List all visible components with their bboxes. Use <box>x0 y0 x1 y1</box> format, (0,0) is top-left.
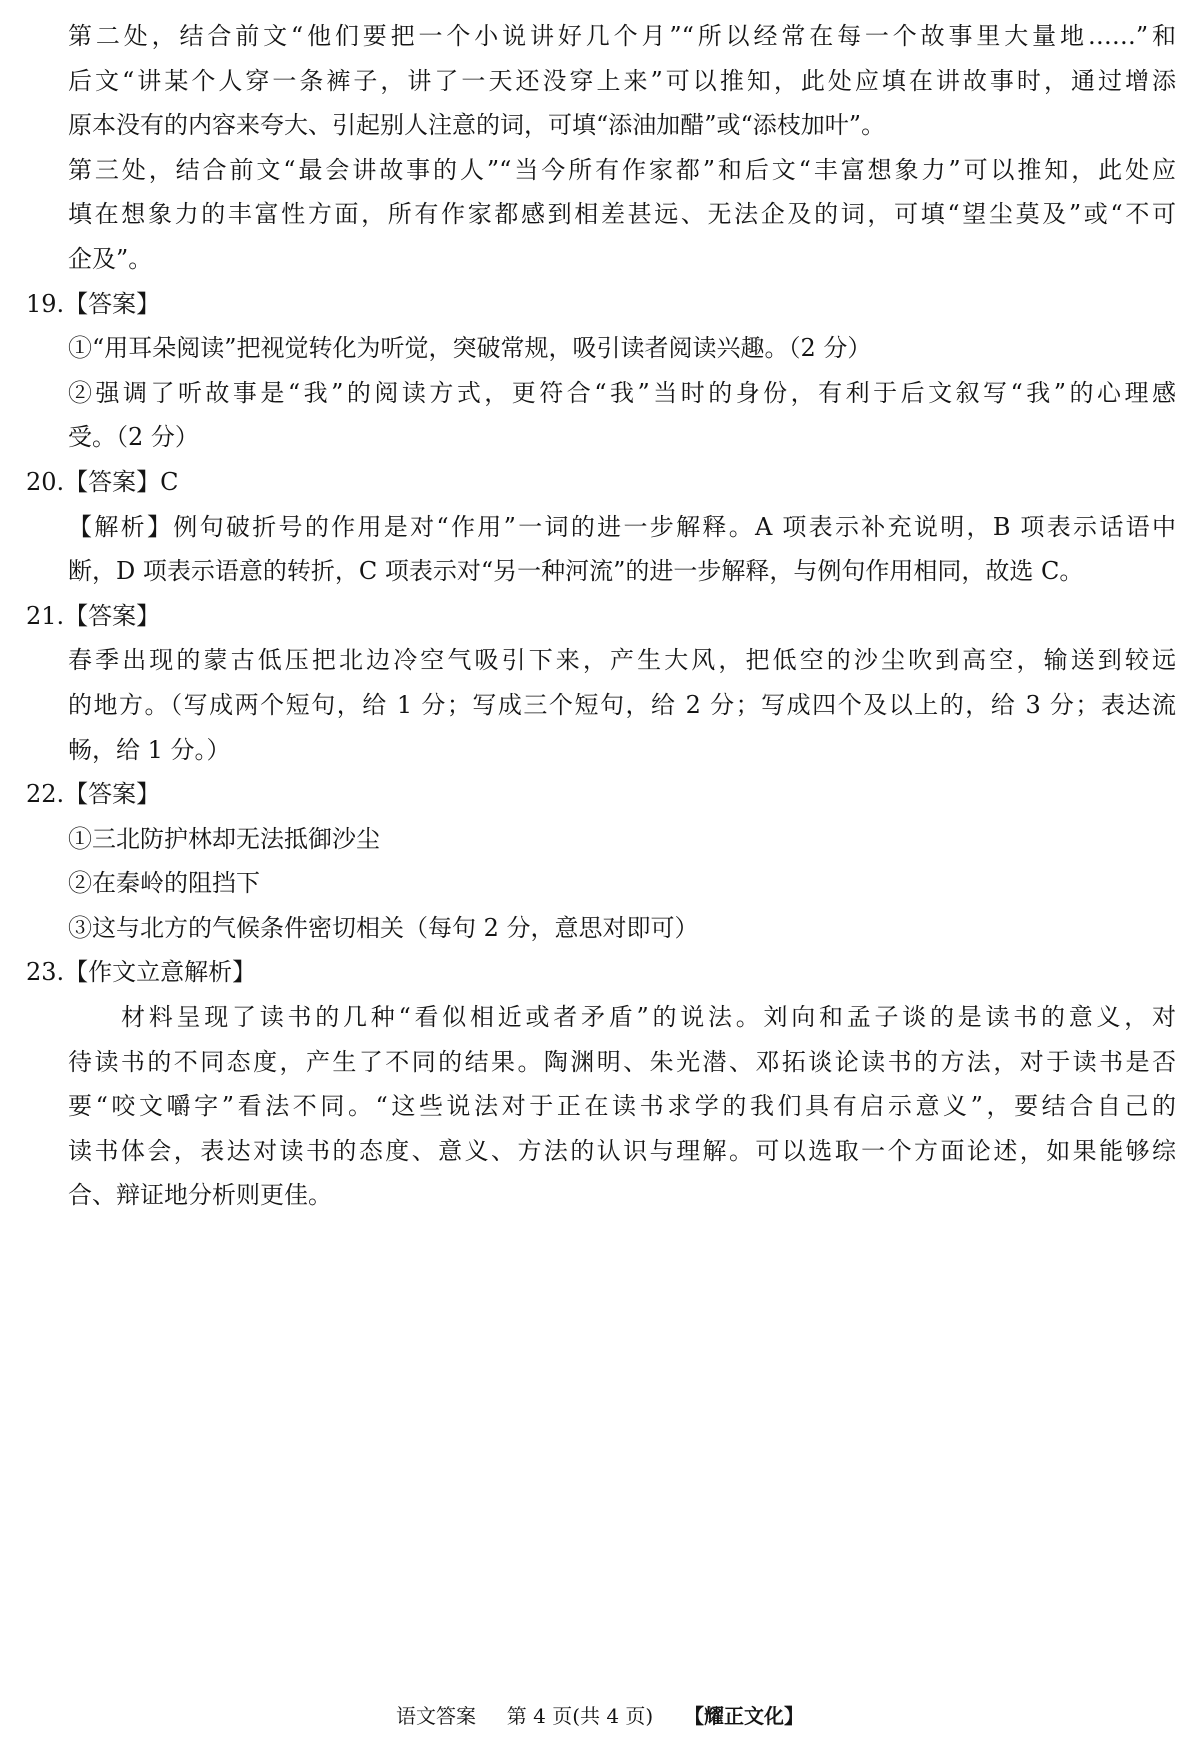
q19-item-2-line-1: ②强调了听故事是“我”的阅读方式，更符合“我”当时的身份，有利于后文叙写“我”的心理感 <box>68 378 1176 407</box>
q21-answer-line-2: 的地方。（写成两个短句，给 1 分；写成三个短句，给 2 分；写成四个及以上的，给 3 分；表达流 <box>68 690 1176 719</box>
footer-brand: 【耀正文化】 <box>683 1704 804 1728</box>
q19-item-2-line-2: 受。（2 分） <box>68 423 199 452</box>
q19-item-1: ①“用耳朵阅读”把视觉转化为听觉，突破常规，吸引读者阅读兴趣。（2 分） <box>68 334 872 363</box>
q22-item-3: ③这与北方的气候条件密切相关（每句 2 分，意思对即可） <box>68 913 699 942</box>
q23-line-4: 读书体会，表达对读书的态度、意义、方法的认识与理解。可以选取一个方面论述，如果能够综 <box>68 1136 1176 1165</box>
q18-p2-line-2: 后文“讲某个人穿一条裤子，讲了一天还没穿上来”可以推知，此处应填在讲故事时，通过增添 <box>68 66 1176 95</box>
q18-p3-line-3: 企及”。 <box>68 244 153 273</box>
q19-heading: 19.【答案】 <box>26 289 161 318</box>
footer-subject: 语文答案 <box>396 1704 477 1728</box>
footer-page-number: 第 4 页(共 4 页) <box>506 1704 654 1728</box>
q23-line-3: 要“咬文嚼字”看法不同。“这些说法对于正在读书求学的我们具有启示意义”，要结合自己的 <box>68 1092 1176 1121</box>
q23-heading: 23.【作文立意解析】 <box>26 958 257 987</box>
q18-p2-line-1: 第二处，结合前文“他们要把一个小说讲好几个月”“所以经常在每一个故事里大量地……”和 <box>68 22 1176 50</box>
q21-block <box>26 594 1176 772</box>
q23-line-1: 材料呈现了读书的几种“看似相近或者矛盾”的说法。刘向和孟子谈的是读书的意义，对 <box>121 1003 1176 1032</box>
q22-heading: 22.【答案】 <box>26 780 161 809</box>
q20-analysis-line-1: 【解析】例句破折号的作用是对“作用”一词的进一步解释。A 项表示补充说明，B 项表示话语中 <box>68 512 1176 541</box>
q19-block <box>26 282 1176 460</box>
q20-heading: 20.【答案】C <box>26 467 179 496</box>
q18-p2-line-3: 原本没有的内容来夸大、引起别人注意的词，可填“添油加醋”或“添枝加叶”。 <box>68 111 886 140</box>
q22-item-1: ①三北防护林却无法抵御沙尘 <box>68 824 380 853</box>
page-footer <box>0 1700 1200 1729</box>
q22-block <box>26 772 1176 950</box>
q22-item-2: ②在秦岭的阻挡下 <box>68 869 260 898</box>
page-content <box>26 14 1176 1218</box>
q21-answer-line-1: 春季出现的蒙古低压把北边冷空气吸引下来，产生大风，把低空的沙尘吹到高空，输送到较远 <box>68 646 1176 675</box>
q23-line-5: 合、辩证地分析则更佳。 <box>68 1181 332 1210</box>
q21-answer-line-3: 畅，给 1 分。） <box>68 735 231 764</box>
q18-p3-line-2: 填在想象力的丰富性方面，所有作家都感到相差甚远、无法企及的词，可填“望尘莫及”或“不可 <box>68 200 1176 229</box>
q20-block <box>26 460 1176 594</box>
q20-analysis-line-2: 断，D 项表示语意的转折，C 项表示对“另一种河流”的进一步解释，与例句作用相同，故选 C。 <box>68 557 1084 586</box>
q18-p3-line-1: 第三处，结合前文“最会讲故事的人”“当今所有作家都”和后文“丰富想象力”可以推知，此处应 <box>68 155 1176 184</box>
q21-heading: 21.【答案】 <box>26 601 161 630</box>
q23-line-2: 待读书的不同态度，产生了不同的结果。陶渊明、朱光潜、邓拓谈论读书的方法，对于读书是否 <box>68 1047 1176 1076</box>
q18-continuation <box>26 14 1176 282</box>
q23-block <box>26 950 1176 1218</box>
